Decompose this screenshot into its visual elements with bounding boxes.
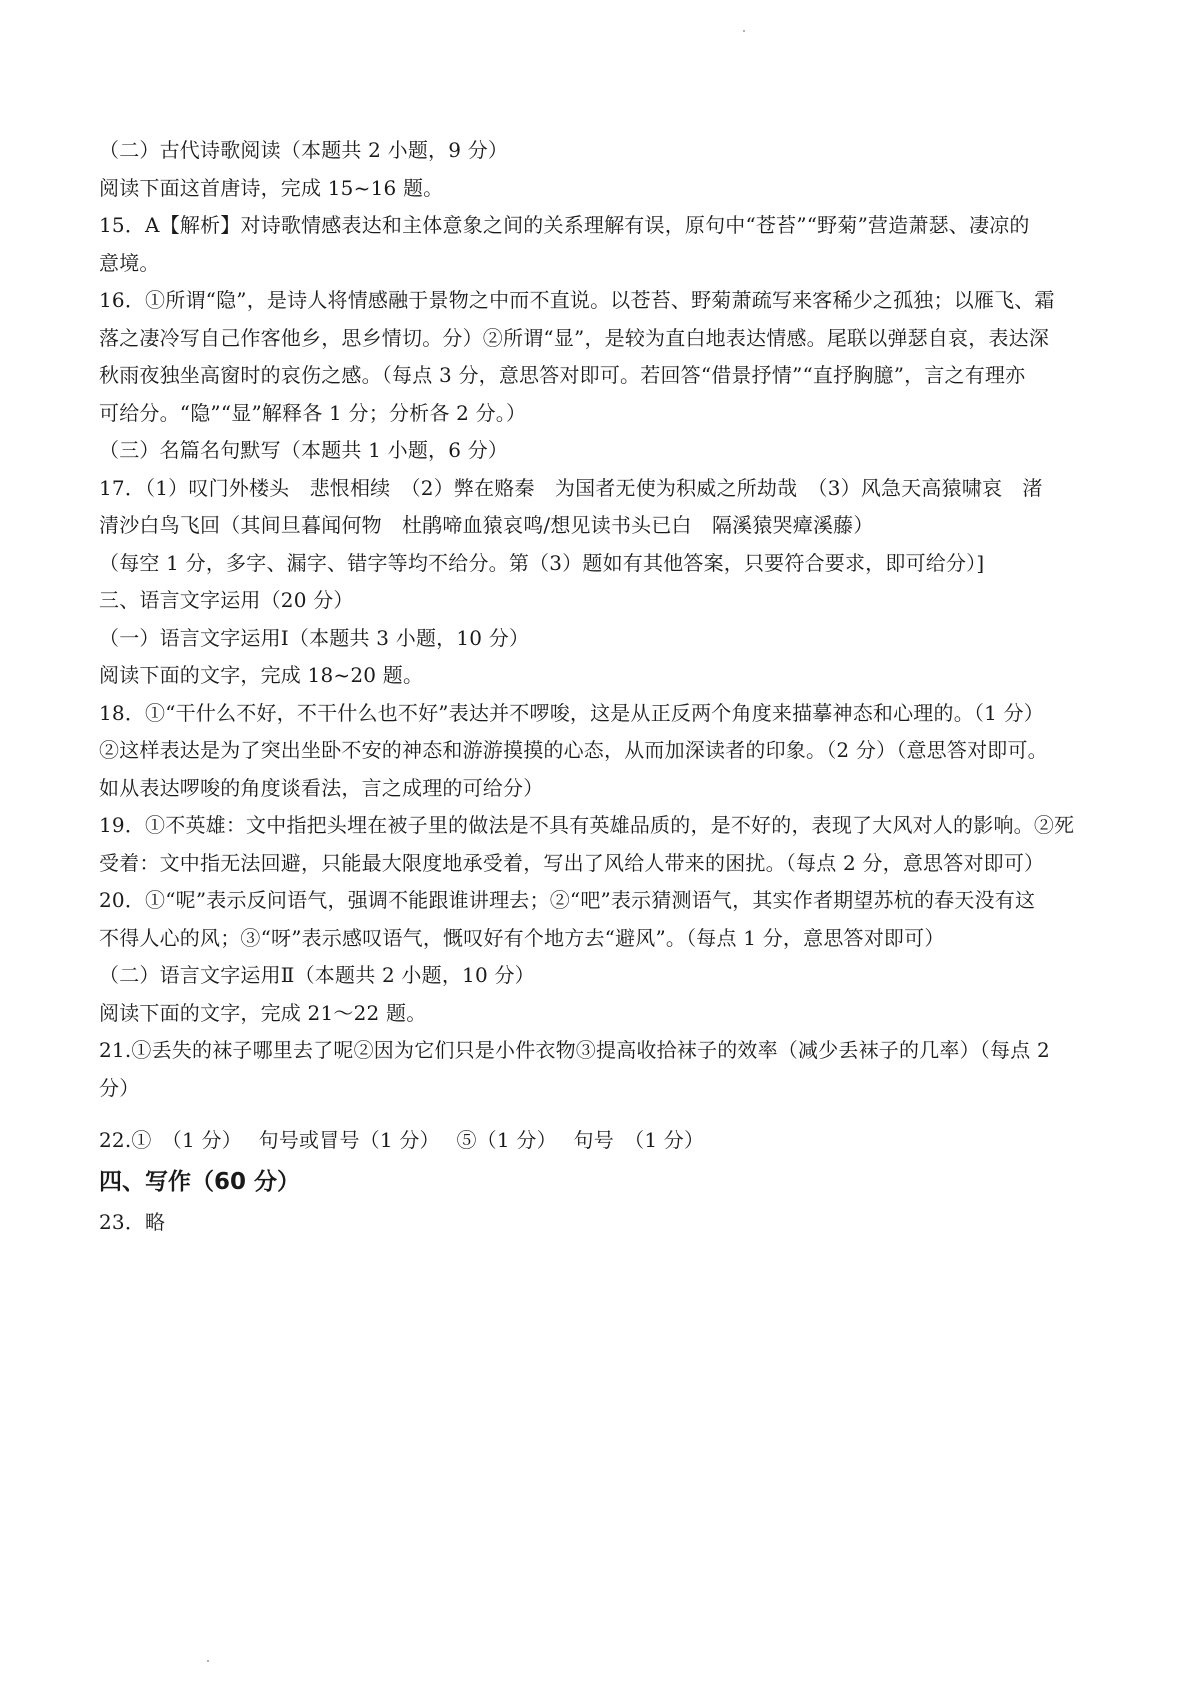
section-heading-ancient-poetry: （二）古代诗歌阅读（本题共 2 小题，9 分） xyxy=(99,138,509,162)
answer-16: 16．①所谓“隐”，是诗人将情感融于景物之中而不直说。以苍苔、野菊萧疏写来客稀少之孤独；以雁飞、霜 xyxy=(99,288,1055,312)
instruction-text: 阅读下面的文字，完成 18~20 题。 xyxy=(99,663,424,687)
section-heading-recitation: （三）名篇名句默写（本题共 1 小题，6 分） xyxy=(99,438,509,462)
answer-21: 21.①丢失的袜子哪里去了呢②因为它们只是小件衣物③提高收拾袜子的效率（减少丢袜子的几率）（每点 2 xyxy=(99,1038,1050,1062)
subsection-heading-language-use-1: （一）语言文字运用Ⅰ（本题共 3 小题，10 分） xyxy=(99,625,530,650)
answer-16-cont: 秋雨夜独坐高窗时的哀伤之感。（每点 3 分，意思答对即可。若回答“借景抒情”“直抒胸臆”，言之有理亦 xyxy=(99,363,1026,387)
answer-20-cont: 不得人心的风；③“呀”表示感叹语气，慨叹好有个地方去“避风”。（每点 1 分，意思答对即可） xyxy=(99,925,945,950)
answer-17: 17．（1）叹门外楼头 悲恨相续 （2）弊在赂秦 为国者无使为积威之所劫哉 （3）风急天高猿啸哀 渚 xyxy=(99,475,1043,500)
answer-15-cont: 意境。 xyxy=(99,250,160,275)
answer-23: 23．略 xyxy=(99,1209,166,1234)
answer-16-cont: 可给分。“隐”“显”解释各 1 分；分析各 2 分。） xyxy=(99,400,527,425)
instruction-text: 阅读下面这首唐诗，完成 15~16 题。 xyxy=(99,175,444,200)
section-heading-writing: 四、写作（60 分） xyxy=(99,1168,301,1195)
answer-17-note: （每空 1 分，多字、漏字、错字等均不给分。第（3）题如有其他答案，只要符合要求，即可给分）] xyxy=(99,550,985,575)
answer-18-cont: ②这样表达是为了突出坐卧不安的神态和游游摸摸的心态，从而加深读者的印象。（2 分）（意思答对即可。 xyxy=(99,738,1048,762)
answer-16-cont: 落之凄冷写自己作客他乡，思乡情切。分）②所谓“显”，是较为直白地表达情感。尾联以弹瑟自哀，表达深 xyxy=(99,325,1050,350)
answer-19-cont: 受着：文中指无法回避，只能最大限度地承受着，写出了风给人带来的困扰。（每点 2 分，意思答对即可） xyxy=(99,850,1045,875)
answer-18: 18．①“干什么不好，不干什么也不好”表达并不啰唆，这是从正反两个角度来描摹神态和心理的。（1 分） xyxy=(99,700,1044,725)
answer-15: 15．A【解析】对诗歌情感表达和主体意象之间的关系理解有误，原句中“苍苔”“野菊”营造萧瑟、凄凉的 xyxy=(99,213,1030,237)
scan-speck-bottom xyxy=(207,1660,209,1662)
scan-speck-top xyxy=(743,30,745,32)
answer-17-cont: 清沙白鸟飞回（其间旦暮闻何物 杜鹃啼血猿哀鸣/想见读书头已白 隔溪猿哭瘴溪藤） xyxy=(99,513,874,537)
answer-21-cont: 分） xyxy=(99,1075,140,1100)
section-heading-language-use: 三、语言文字运用（20 分） xyxy=(99,588,354,612)
answer-19: 19．①不英雄：文中指把头埋在被子里的做法是不具有英雄品质的，是不好的，表现了大风对人的影响。②死 xyxy=(99,813,1075,837)
subsection-heading-language-use-2: （二）语言文字运用Ⅱ（本题共 2 小题，10 分） xyxy=(99,963,535,987)
answer-22: 22.① （1 分） 句号或冒号（1 分） ⑤（1 分） 句号 （1 分） xyxy=(99,1128,705,1152)
instruction-text: 阅读下面的文字，完成 21～22 题。 xyxy=(99,1000,427,1025)
answer-document xyxy=(99,132,1114,1241)
answer-20: 20．①“呢”表示反问语气，强调不能跟谁讲理去；②“吧”表示猜测语气，其实作者期望苏杭的春天没有这 xyxy=(99,888,1036,912)
answer-18-cont: 如从表达啰唆的角度谈看法，言之成理的可给分） xyxy=(99,775,544,800)
